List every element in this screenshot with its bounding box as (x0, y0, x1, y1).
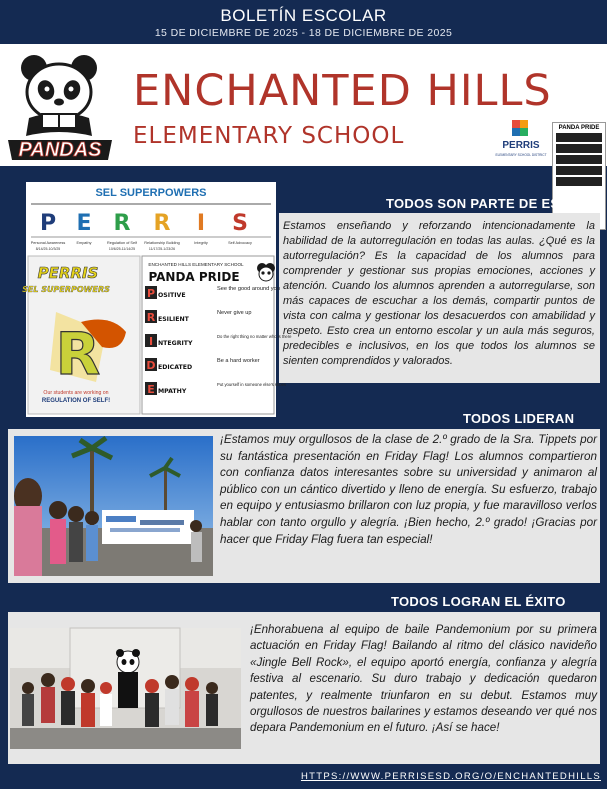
pride-word: EDICATED (158, 364, 193, 371)
mini-card-title: PANDA PRIDE (558, 125, 600, 131)
pride-word: NTEGRITY (158, 340, 193, 347)
section3-heading: TODOS LOGRAN EL ÉXITO (391, 594, 566, 609)
school-banner (0, 44, 607, 166)
pride-letter: E (147, 383, 155, 396)
section2-body: ¡Estamos muy orgullosos de la clase de 2.º grado de la Sra. Tippets por su fantástica presentación en Friday Flag! Los alumnos compartieron con confianza datos interesantes sobre su universidad y animaron al público con un cántico divertido y lleno de energía. Su esfuerzo, trabajo en equipo y entusiasmo brillaron con luz propia, y fue maravilloso verlos hablar con tanto orgullo y alegría. ¡Bien hecho, 2.º grado! ¡Gracias por hacer que Friday Flag fuera tan especial! (220, 433, 597, 546)
pride-word: OSITIVE (158, 292, 186, 299)
pride-letter: I (148, 335, 154, 348)
second-grade-photo (14, 436, 213, 576)
pride-desc: See the good around you (217, 286, 280, 292)
school-subtitle: ELEMENTARY SCHOOL (133, 123, 405, 149)
pride-desc: Put yourself in someone else's shoes (217, 382, 286, 387)
pride-word: ESILIENT (158, 316, 189, 323)
pride-card-title: PANDA PRIDE (148, 270, 240, 284)
perris-caption: Relationship Building (144, 241, 180, 245)
perris-caption: Empathy (76, 241, 92, 245)
pride-letter: R (146, 311, 156, 324)
pride-word: MPATHY (158, 388, 187, 395)
perris-caption: Regulation of Self (107, 241, 137, 245)
section1-body: Estamos enseñando y reforzando intencionadamente la habilidad de la autorregulación en todas las aulas. ¿Qué es la autorregulación? Es la capacidad de los alumnos para comprender y gestionar sus propias emociones, acciones y atención. Cuando los alumnos aprenden a autorregularse, son más capaces de escuchar a los demás, compartir puntos de vista con calma y gestionar los desacuerdos con amabilidad y respeto. Esto crea un entorno escolar y un aula más seguros, predecibles e inclusivos, en los que todos los alumnos se sienten comprendidos y valorados. (283, 220, 595, 367)
perris-letter-p: P (39, 211, 57, 236)
dance-team-photo (10, 628, 241, 749)
school-name: ENCHANTED HILLS (133, 66, 552, 116)
perris-date: 11/17/25-1/23/26 (148, 247, 176, 251)
perris-letter-e: E (76, 211, 92, 236)
regulation-note-line1: Our students are working on (43, 390, 109, 396)
section3-body: ¡Enhorabuena al equipo de baile Pandemonium por su primera actuación en Friday Flag! Bailando al ritmo del clásico navideño «Jingle Bell Rock», el equipo aportó energía, confianza y alegría festiva al escenario. Su duro trabajo y dedicación quedaron patentes, y realmente triunfaron en su debut. Estamos muy orgullosos de nuestros bailarines y estamos deseando ver qué nos depara Pandemonium en el futuro. ¡Así se hace! (250, 623, 597, 735)
perris-letter-r1: R (113, 211, 131, 236)
newsletter-title: BOLETÍN ESCOLAR (220, 6, 387, 25)
regulation-note-line2: REGULATION OF SELF! (41, 398, 111, 404)
perris-date: 8/14/25-10/3/25 (35, 247, 61, 251)
perris-caption: Integrity (194, 241, 208, 245)
section2-heading: TODOS LIDERAN (463, 411, 575, 426)
panda-mascot-logo (4, 48, 116, 162)
perris-caption: Self Advocacy (228, 241, 252, 245)
pride-card-school: ENCHANTED HILLS ELEMENTARY SCHOOL (148, 262, 244, 267)
perris-letter-r2: R (153, 211, 171, 236)
pride-letter: P (146, 287, 156, 300)
sel-graphic-title: SEL SUPERPOWERS (95, 187, 207, 199)
pride-desc: Do the right thing no matter who is there (217, 334, 292, 339)
superhero-letter-r: R (55, 320, 101, 388)
sel-superpowers-label: SEL SUPERPOWERS (22, 285, 110, 294)
perris-date: 10/6/25-11/14/25 (108, 247, 136, 251)
district-website-link[interactable]: HTTPS://WWW.PERRISESD.ORG/O/ENCHANTEDHILLS (300, 771, 601, 782)
perris-letter-s: S (232, 211, 248, 236)
section1-heading: TODOS SON PARTE DE ESTO (386, 196, 578, 211)
perris-sel-label: PERRIS (37, 264, 99, 282)
perris-letter-i: I (196, 211, 206, 236)
perris-caption: Personal Awareness (30, 241, 66, 245)
district-logo-text: PERRIS (502, 140, 540, 151)
newsletter-dates: 15 DE DICIEMBRE DE 2025 - 18 DE DICIEMBRE DE 2025 (154, 27, 453, 39)
pride-desc: Be a hard worker (217, 358, 260, 364)
sel-superpowers-graphic (22, 182, 292, 417)
pride-letter: D (146, 359, 156, 372)
pride-desc: Never give up (217, 310, 252, 316)
district-logo-sub: ELEMENTARY SCHOOL DISTRICT (495, 153, 547, 157)
district-logo (492, 118, 550, 162)
mascot-label: PANDAS (18, 139, 102, 161)
